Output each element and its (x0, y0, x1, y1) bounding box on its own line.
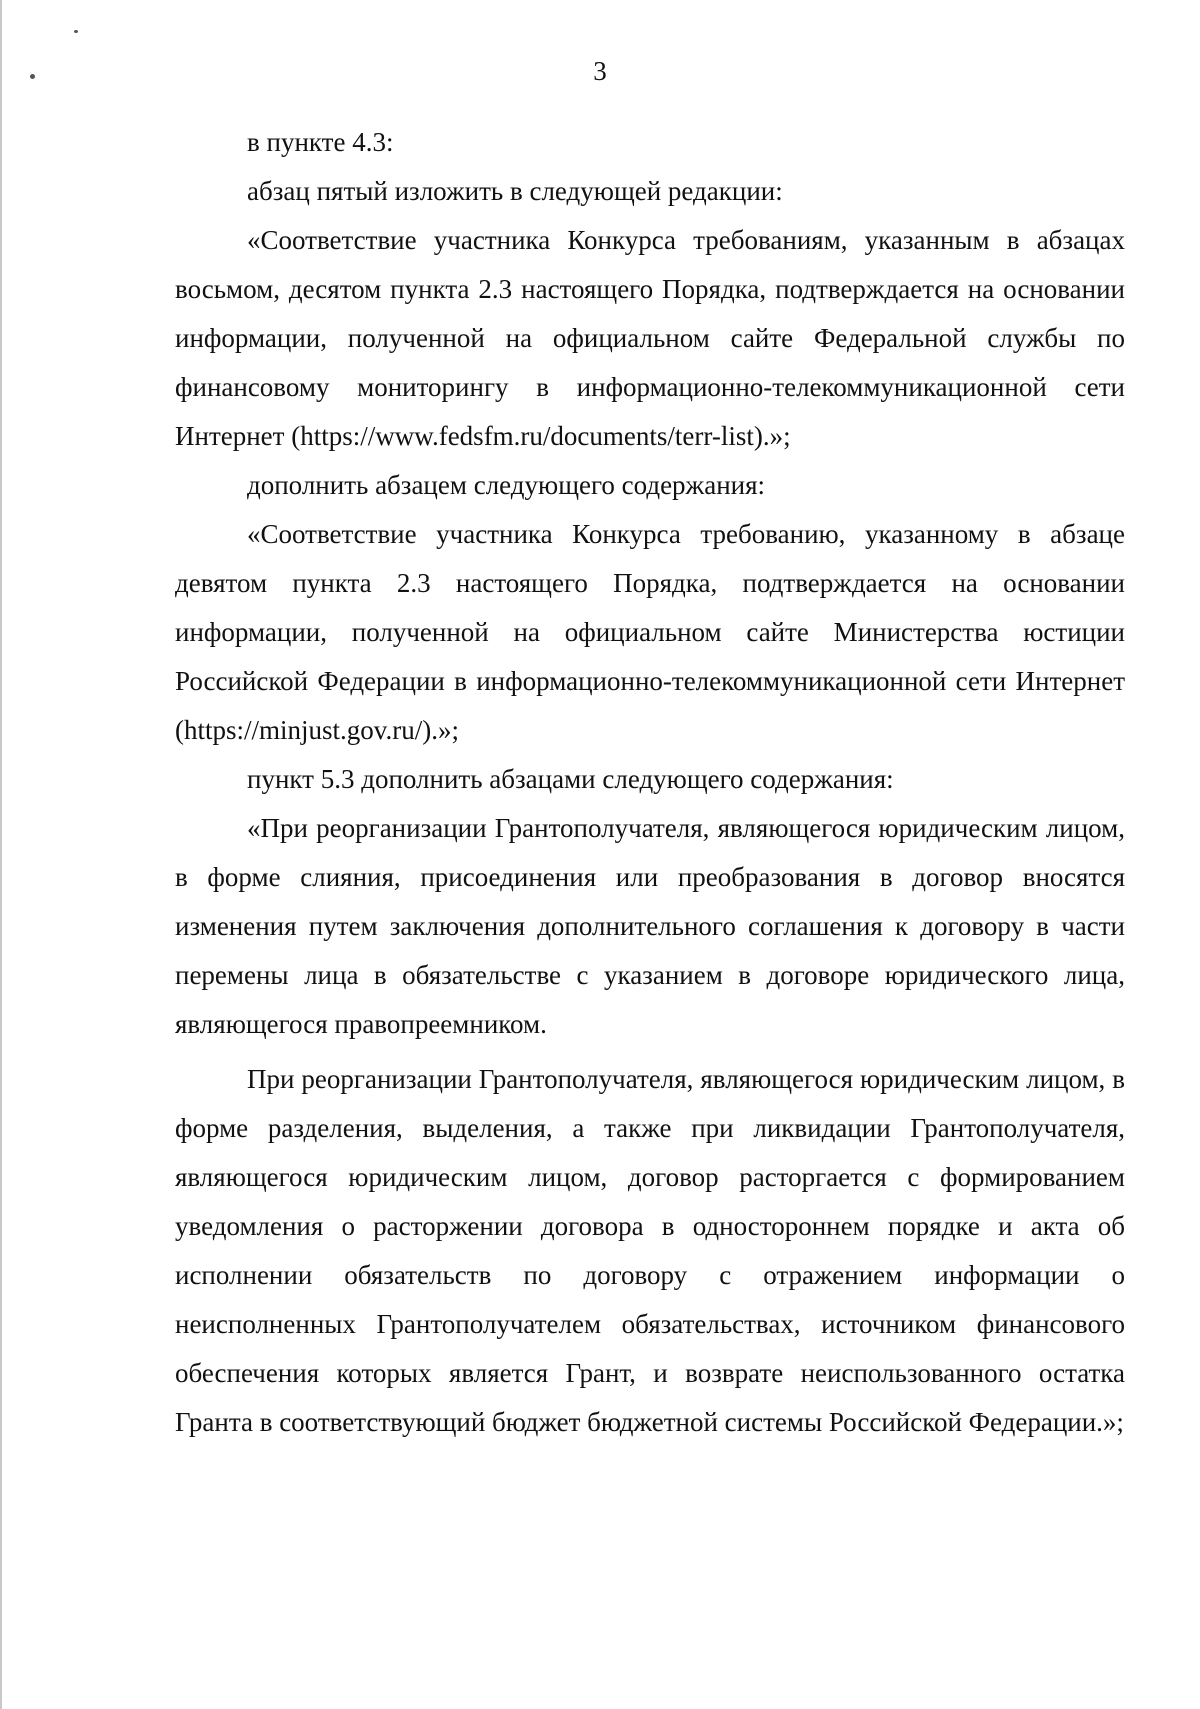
paragraph-item-5-3: пункт 5.3 дополнить абзацами следующего содержания: (247, 764, 894, 794)
paragraph-item-4-3: в пункте 4.3: (247, 127, 394, 157)
paragraph-reorg-division: При реорганизации Грантополучателя, являющегося юридическим лицом, в форме разделения, выделения, а также при ликвидации Грантополучателя, являющегося юридическим лицом, договор расторгается с формированием уведомления о расторжении договора в одностороннем порядке и акта об исполнении обязательств по договору с отражением информации о неисполненных Грантополучателем обязательствах, источником финансового обеспечения которых является Грант, и возврате неиспользованного остатка Гранта в соответствующий бюджет бюджетной системы Российской Федерации.»; (175, 1064, 1125, 1437)
paragraph-minjust-quote: «Соответствие участника Конкурса требованию, указанному в абзаце девятом пункта 2.3 настоящего Порядка, подтверждается на основании информации, полученной на официальном сайте Министерства юстиции Российской Федерации в информационно-телекоммуникационной сети Интернет (https://minjust.gov.ru/).»; (175, 519, 1125, 745)
scan-left-edge (0, 0, 2, 1709)
paragraph-fedsfm-quote: «Соответствие участника Конкурса требованиям, указанным в абзацах восьмом, десятом пункта 2.3 настоящего Порядка, подтверждается на основании информации, полученной на официальном сайте Федеральной службы по финансовому мониторингу в информационно-телекоммуникационной сети Интернет (https://www.fedsfm.ru/documents/terr-list).»; (175, 225, 1125, 451)
scan-speck (74, 30, 78, 33)
paragraph-add-abzac: дополнить абзацем следующего содержания: (247, 470, 766, 500)
paragraph-abzac-5: абзац пятый изложить в следующей редакции: (247, 176, 783, 206)
document-body (175, 118, 1125, 1447)
paragraph-reorg-merger: «При реорганизации Грантополучателя, являющегося юридическим лицом, в форме слияния, присоединения или преобразования в договор вносятся изменения путем заключения дополнительного соглашения к договору в части перемены лица в обязательстве с указанием в договоре юридического лица, являющегося правопреемником. (175, 813, 1125, 1039)
page-number: 3 (593, 56, 607, 86)
